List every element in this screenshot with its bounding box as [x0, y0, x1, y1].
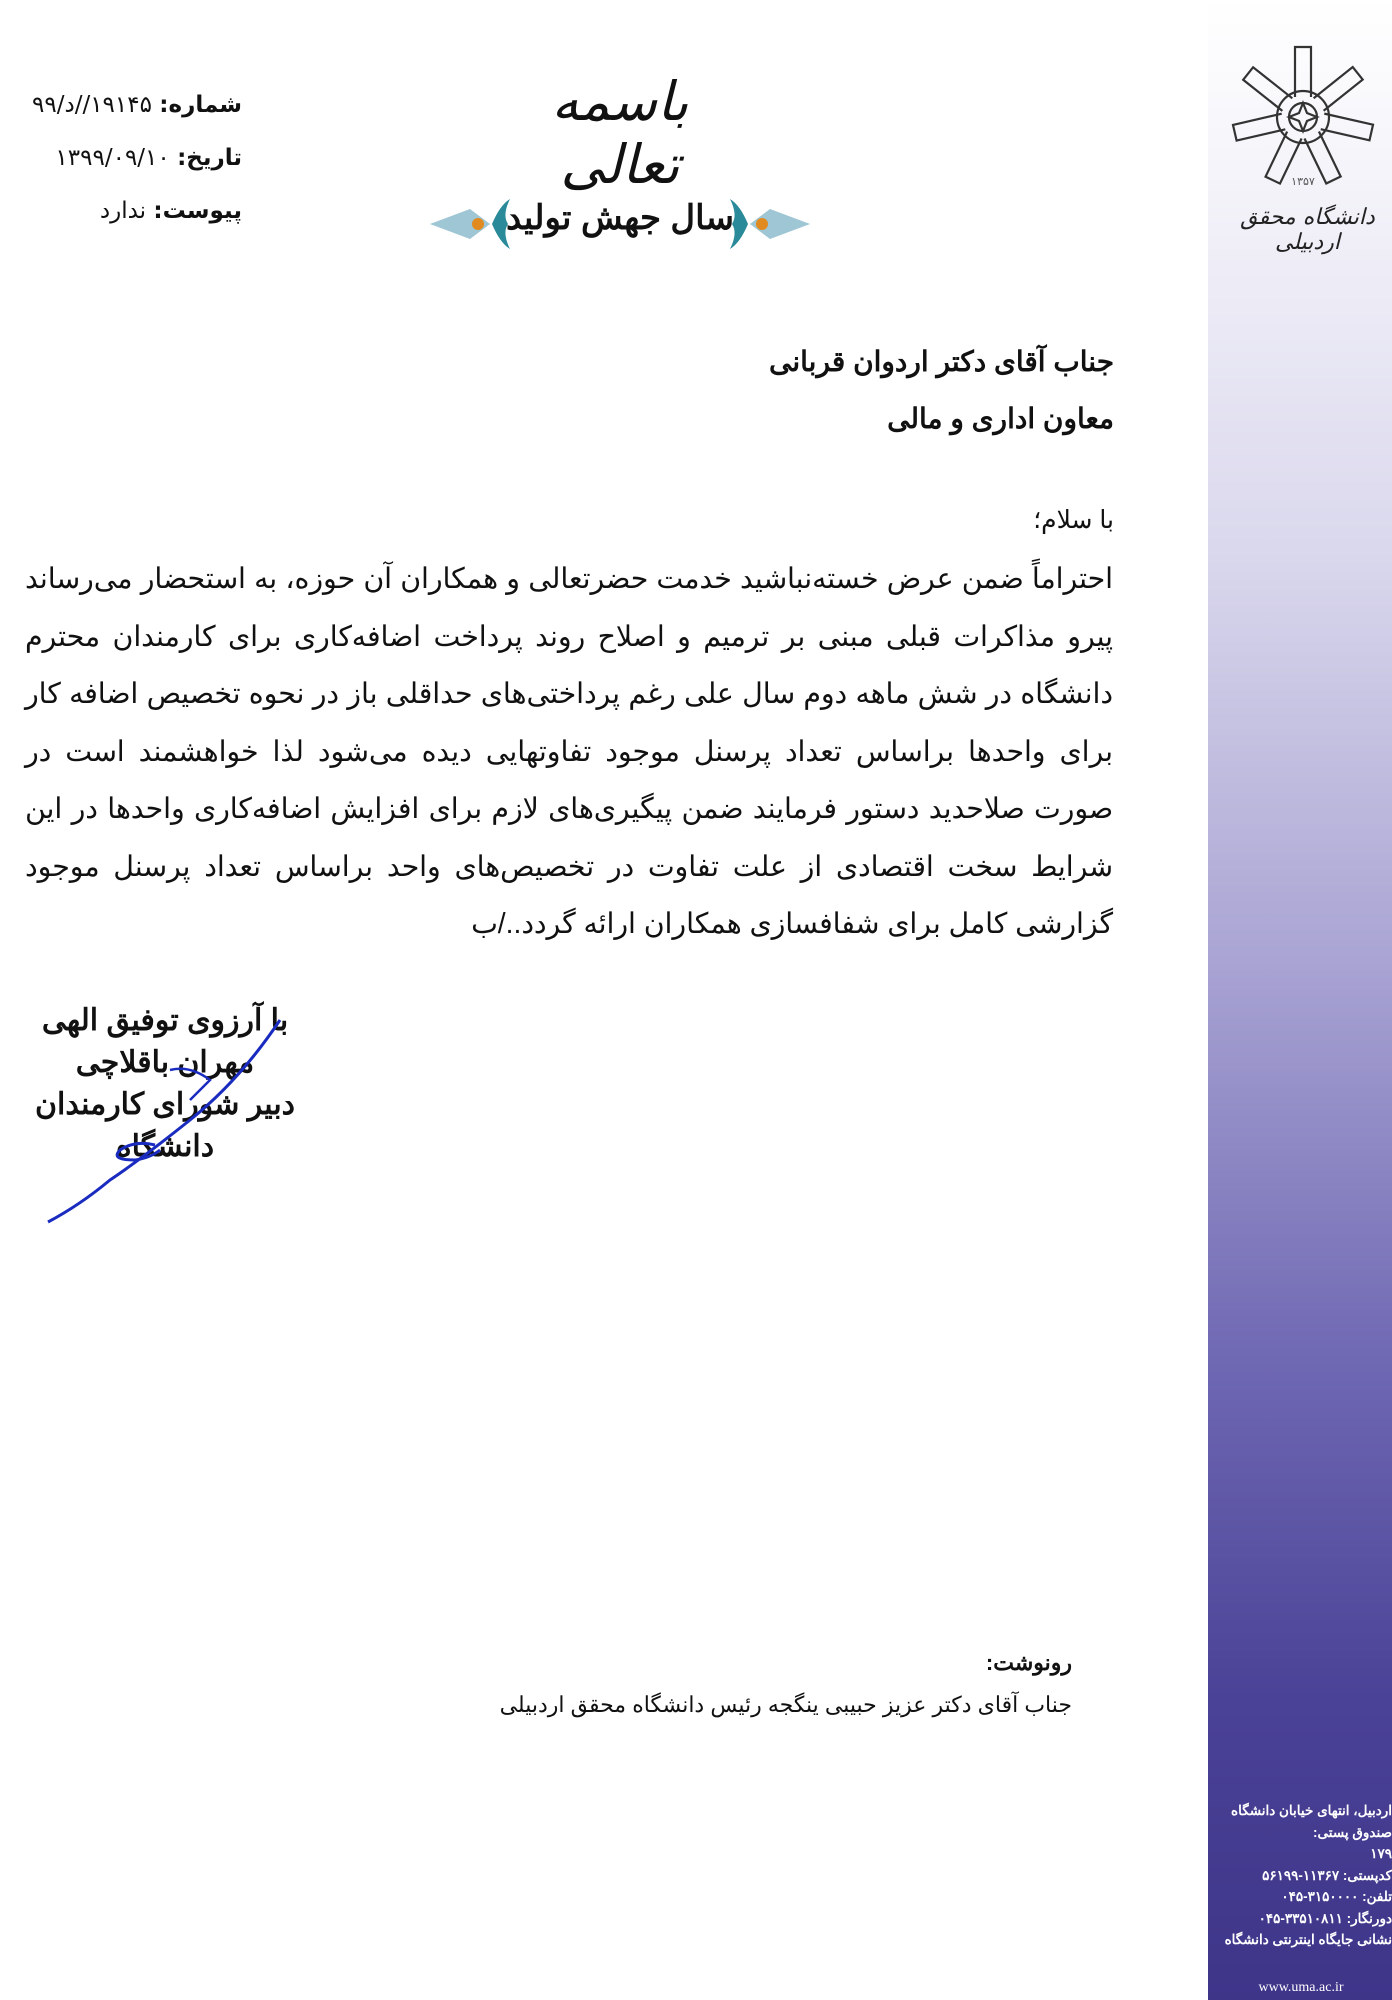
address-line: صندوق پستی: [1313, 1824, 1392, 1840]
letter-body: احتراماً ضمن عرض خسته‌نباشید خدمت حضرتعالی و همکاران آن حوزه، به استحضار می‌رساند پیرو مذاکرات قبلی مبنی بر ترمیم و اصلاح روند پرداخت اضافه‌کاری برای کارمندان محترم دانشگاه در شش ماهه دوم سال علی رغم پرداختی‌های حداقلی باز در نحوه تخصیص اضافه کار برای واحدها براساس تعداد پرسنل موجود تفاوتهایی دیده می‌شود لذا خواهشمند است در صورت صلاحدید دستور فرمایند ضمن پیگیری‌های لازم برای افزایش اضافه‌کاری واحدها در این شرایط سخت اقتصادی از علت تفاوت در تخصیص‌های واحد براساس تعداد پرسنل موجود گزارشی کامل برای شفافسازی همکاران ارائه گردد../ب [25, 562, 1113, 939]
address-line: تلفن: ۳۱۵۰۰۰۰-۰۴۵ [1281, 1889, 1392, 1904]
sidebar-address [1210, 1800, 1392, 1951]
attachment-label: پیوست: [153, 198, 242, 224]
sidebar-band [1208, 0, 1392, 2000]
logo-year: ۱۳۵۷ [1291, 175, 1315, 188]
address-line: اردبیل، انتهای خیابان دانشگاه [1231, 1803, 1392, 1818]
closing-block [10, 1000, 320, 1168]
letter-date [55, 145, 242, 171]
letter-number [32, 92, 242, 118]
date-value: ۱۳۹۹/۰۹/۱۰ [55, 145, 170, 171]
number-label: شماره: [159, 92, 242, 118]
cc-text: جناب آقای دکتر عزیز حبیبی ینگجه رئیس دانشگاه محقق اردبیلی [499, 1692, 1072, 1717]
motto-text: سال جهش تولید [506, 199, 734, 237]
address-line: دورنگار: ۳۳۵۱۰۸۱۱-۰۴۵ [1258, 1910, 1392, 1926]
address-line: کدپستی: ۱۱۳۶۷-۵۶۱۹۹ [1262, 1867, 1392, 1883]
recipient-name: جناب آقای دکتر اردوان قربانی [769, 346, 1114, 377]
basmeh-heading: باسمه تعالی [551, 70, 689, 196]
signer-name: مهران باقلاچی [75, 1046, 255, 1079]
number-value: ۱۹۱۴۵//د/۹۹ [31, 92, 152, 118]
signer-title: دبیر شورای کارمندان دانشگاه [34, 1088, 296, 1163]
closing-wish: با آرزوی توفیق الهی [41, 1004, 289, 1037]
attachment-value: ندارد [99, 198, 147, 224]
address-line: ۱۷۹ [1370, 1846, 1392, 1861]
recipient-position: معاون اداری و مالی [887, 403, 1114, 434]
greeting: با سلام؛ [1033, 506, 1114, 534]
website-link[interactable]: www.uma.ac.ir [1258, 1980, 1344, 1995]
university-logo-emblem [1208, 35, 1392, 210]
logo-petals [1233, 47, 1373, 184]
cc-title: رونوشت: [985, 1650, 1072, 1675]
letter-attachment [100, 198, 242, 224]
address-line: نشانی جایگاه اینترنتی دانشگاه [1224, 1932, 1392, 1947]
logo-caption: دانشگاه محقق اردبیلی [1240, 205, 1375, 255]
date-label: تاریخ: [177, 145, 242, 171]
